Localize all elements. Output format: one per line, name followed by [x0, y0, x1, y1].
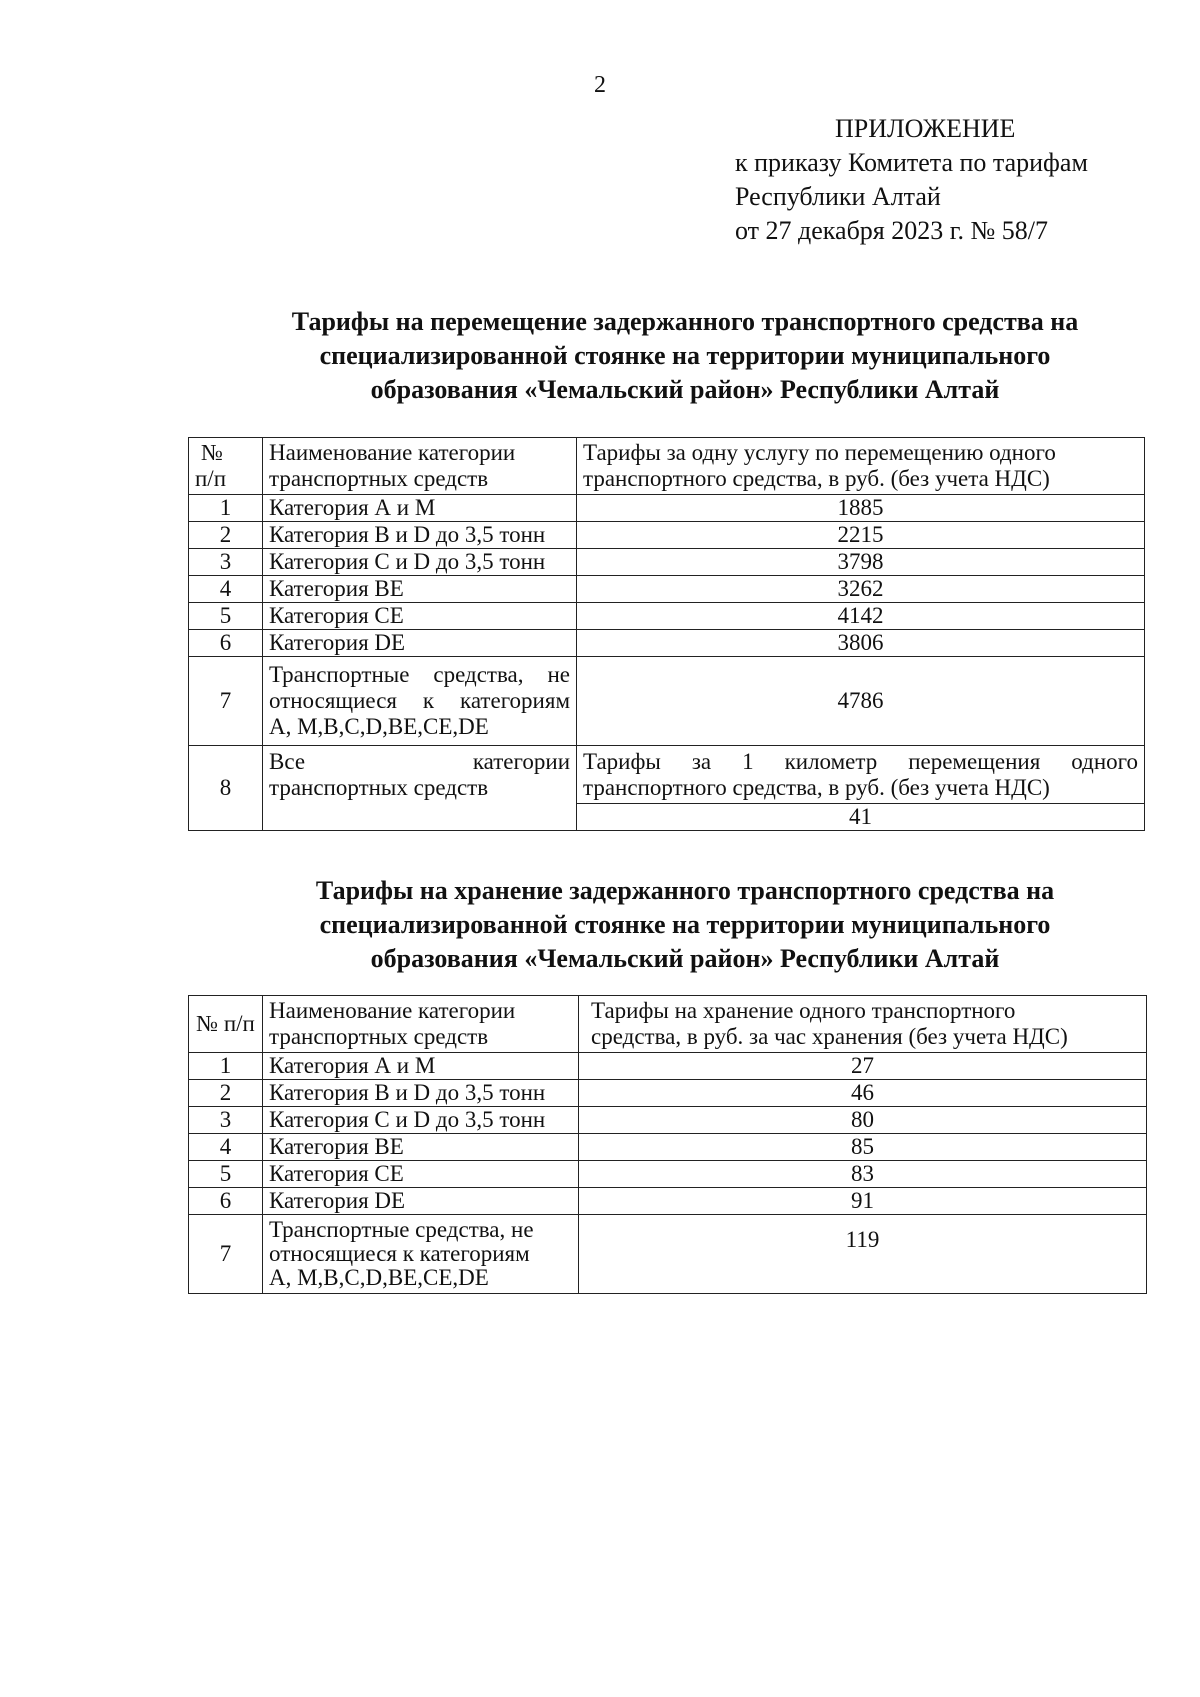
row-category: Категория А и М [263, 495, 577, 522]
table-row [189, 1188, 1147, 1215]
row-category: Категория СЕ [263, 603, 577, 630]
table-row [189, 746, 1145, 804]
header-tariff [577, 438, 1145, 495]
header-num [189, 438, 263, 495]
row-category [263, 657, 577, 746]
row-category-line: транспортных средств [269, 775, 489, 800]
row-num: 6 [189, 630, 263, 657]
row-num: 1 [189, 495, 263, 522]
row-category [263, 746, 577, 831]
header-num: № п/п [189, 996, 263, 1053]
row-tariff: 3806 [577, 630, 1145, 657]
row-category: Категория ВЕ [263, 1134, 579, 1161]
row-tariff: 3798 [577, 549, 1145, 576]
row-category-line: Все категории [269, 749, 570, 774]
row-category: Категория С и D до 3,5 тонн [263, 1107, 579, 1134]
row-num: 3 [189, 1107, 263, 1134]
row-num: 1 [189, 1053, 263, 1080]
page-number: 2 [594, 72, 606, 98]
table-row [189, 1215, 1147, 1294]
row-tariff: 46 [579, 1080, 1147, 1107]
row-category-line: относящиеся к категориям [269, 688, 570, 713]
row-num: 7 [189, 657, 263, 746]
row-category: Категория В и D до 3,5 тонн [263, 1080, 579, 1107]
header-tariff [579, 996, 1147, 1053]
row-tariff: 119 [579, 1215, 1147, 1294]
row-tariff: 85 [579, 1134, 1147, 1161]
row-category: Категория В и D до 3,5 тонн [263, 522, 577, 549]
row-tariff: 4142 [577, 603, 1145, 630]
row-category [263, 1215, 579, 1294]
row-num: 5 [189, 1161, 263, 1188]
row-category-line: Транспортные средства, не [269, 1217, 534, 1242]
title-line: Тарифы на перемещение задержанного транспортного средства на [291, 307, 1079, 336]
row-tariff: 83 [579, 1161, 1147, 1188]
header-num-line: № [201, 440, 223, 465]
header-tariff-line: средства, в руб. за час хранения (без учета НДС) [591, 1024, 1068, 1049]
row-tariff: 3262 [577, 576, 1145, 603]
header-category-name [263, 438, 577, 495]
row-category-line: Транспортные средства, не [269, 662, 570, 687]
row-num: 7 [189, 1215, 263, 1294]
title-line: Тарифы на хранение задержанного транспортного средства на [315, 876, 1055, 905]
header-tariff-line: Тарифы за одну услугу по перемещению одного [583, 440, 1056, 465]
table-row [189, 1080, 1147, 1107]
row-num: 4 [189, 1134, 263, 1161]
header-category-name [263, 996, 579, 1053]
appendix-block [735, 112, 1175, 248]
appendix-order-line: к приказу Комитета по тарифам [735, 148, 1088, 177]
table-row [189, 657, 1145, 746]
table-row [189, 1053, 1147, 1080]
row-num: 4 [189, 576, 263, 603]
table-row [189, 1134, 1147, 1161]
storage-tariff-table [188, 995, 1147, 1294]
row-tariff: 91 [579, 1188, 1147, 1215]
row-category: Категория DЕ [263, 630, 577, 657]
section-title-storage [205, 874, 1165, 976]
row-num: 2 [189, 1080, 263, 1107]
header-name-line: Наименование категории [269, 440, 516, 465]
row-num: 2 [189, 522, 263, 549]
row-num: 8 [189, 746, 263, 831]
row-category: Категория СЕ [263, 1161, 579, 1188]
row-tariff: 80 [579, 1107, 1147, 1134]
table-header-row [189, 996, 1147, 1053]
table-row [189, 495, 1145, 522]
appendix-title: ПРИЛОЖЕНИЕ [835, 114, 1016, 143]
row-category: Категория DЕ [263, 1188, 579, 1215]
row-tariff: 2215 [577, 522, 1145, 549]
row-category: Категория ВЕ [263, 576, 577, 603]
title-line: специализированной стоянке на территории муниципального [319, 910, 1051, 939]
row-tariff: 1885 [577, 495, 1145, 522]
title-line: специализированной стоянке на территории муниципального [319, 341, 1051, 370]
title-line: образования «Чемальский район» Республики Алтай [370, 375, 1000, 404]
row-per-km-header [577, 746, 1145, 804]
table-row [189, 603, 1145, 630]
row-num: 6 [189, 1188, 263, 1215]
section-title-relocation [205, 305, 1165, 407]
table-row [189, 1161, 1147, 1188]
row-category-line: А, М,В,С,D,ВЕ,СЕ,DЕ [269, 714, 489, 739]
appendix-date-line: от 27 декабря 2023 г. № 58/7 [735, 216, 1049, 245]
table-row [189, 1107, 1147, 1134]
row-tariff: 4786 [577, 657, 1145, 746]
row-category: Категория С и D до 3,5 тонн [263, 549, 577, 576]
row-num: 3 [189, 549, 263, 576]
table-row [189, 549, 1145, 576]
header-num-line: п/п [195, 466, 227, 491]
row-num: 5 [189, 603, 263, 630]
table-row [189, 522, 1145, 549]
per-km-header-line: транспортного средства, в руб. (без учета НДС) [583, 775, 1050, 801]
row-category: Категория А и М [263, 1053, 579, 1080]
header-tariff-line: Тарифы на хранение одного транспортного [591, 998, 1016, 1023]
row-tariff: 41 [577, 803, 1145, 830]
relocation-tariff-table [188, 437, 1145, 831]
row-category-line: относящиеся к категориям [269, 1241, 530, 1266]
row-category-line: А, М,В,С,D,ВЕ,СЕ,DЕ [269, 1265, 489, 1290]
row-tariff: 27 [579, 1053, 1147, 1080]
table-row [189, 576, 1145, 603]
header-name-line: Наименование категории [269, 998, 516, 1023]
header-tariff-line: транспортного средства, в руб. (без учета НДС) [583, 466, 1050, 491]
table-header-row [189, 438, 1145, 495]
table-row [189, 630, 1145, 657]
header-name-line: транспортных средств [269, 466, 489, 491]
header-name-line: транспортных средств [269, 1024, 489, 1049]
title-line: образования «Чемальский район» Республики Алтай [370, 944, 1000, 973]
per-km-header-line: Тарифы за 1 километр перемещения одного [583, 749, 1138, 775]
appendix-republic-line: Республики Алтай [735, 182, 941, 211]
